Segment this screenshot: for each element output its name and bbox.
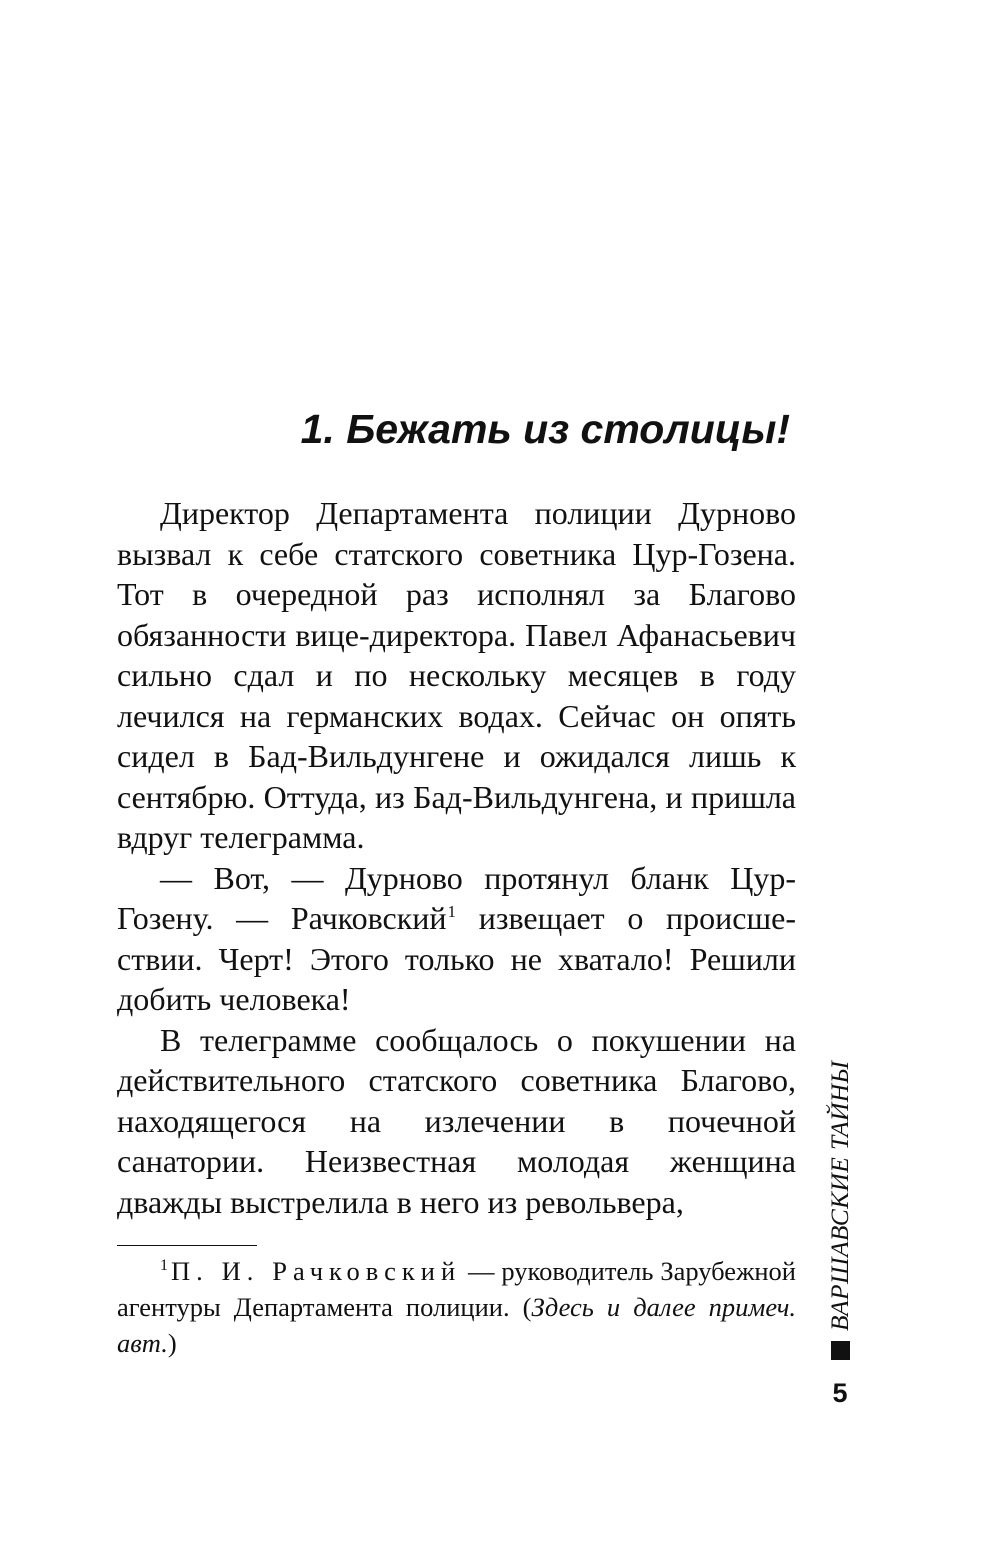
footnote-person-name: П. И. Рачковский xyxy=(171,1256,462,1286)
paragraph-1: Директор Департамента полиции Дурново вызвал к себе статского советника Цур-Гозена. Тот в очередной раз исполнял за Благово обязанности вице-директора. Павел Афанасьевич сильно сдал и по нескольку месяцев в году лечился на германских водах. Сейчас он опять сидел в Бад-Вильдунгене и ожидался лишь к сентябрю. Оттуда, из Бад-Вильдунгена, и пришла вдруг телеграмма. xyxy=(117,495,796,855)
footnote-divider xyxy=(117,1245,257,1246)
chapter-title: 1. Бежать из столицы! xyxy=(300,406,790,452)
body-text xyxy=(117,493,796,1222)
footnote-reference[interactable]: 1 xyxy=(447,902,457,921)
footnote-marker: 1 xyxy=(160,1257,168,1274)
running-head xyxy=(820,1030,860,1360)
dialogue-text-start: — Вот, — Дурново протянул бланк Цур-Гозену. — Рачковский xyxy=(117,859,796,936)
square-bullet-icon xyxy=(831,1341,850,1360)
page-number: 5 xyxy=(832,1378,848,1408)
paragraph-2 xyxy=(117,858,796,1020)
footnote-text: — руководитель Зарубежной агентуры Департамента полиции. ( xyxy=(117,1256,796,1322)
running-head-label: ВАРШАВСКИЕ ТАЙНЫ xyxy=(825,1060,854,1331)
footnote-close-paren: ) xyxy=(167,1328,177,1358)
paragraph-3: В телеграмме сообщалось о покушении на действительного статского советника Благово, находящегося на излечении в почечной санатории. Неизвестная молодая женщина дважды выстрелила в него из револьвера, xyxy=(117,1021,796,1220)
footnote xyxy=(117,1253,796,1361)
footnote-author-note: Здесь и далее примеч. авт. xyxy=(117,1292,796,1358)
dialogue-text-end: извещает о происшествии. Черт! Этого только не хватало! Решили добить человека! xyxy=(117,900,796,1017)
